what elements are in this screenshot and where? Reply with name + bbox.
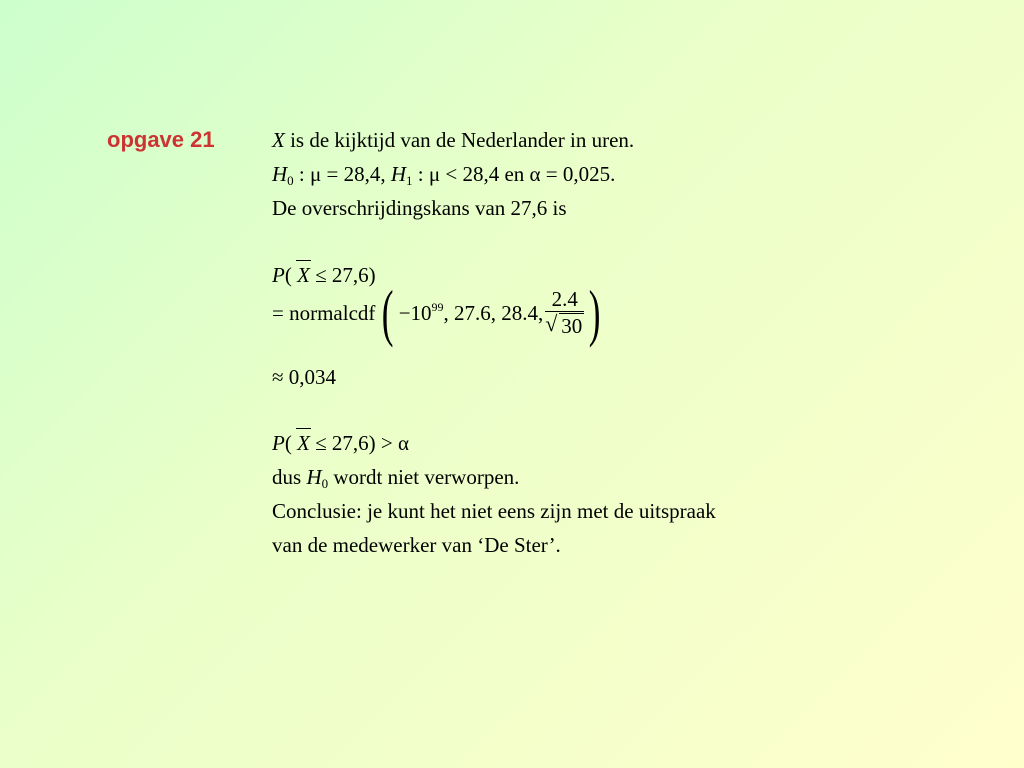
lower-bound: [399, 300, 444, 326]
sqrt-value: 30: [561, 313, 583, 338]
p-symbol: P: [272, 431, 285, 455]
exercise-title: opgave 21: [107, 127, 215, 152]
h-sub: 0: [287, 173, 294, 188]
left-paren: (: [382, 277, 394, 348]
h-sub: 0: [321, 476, 329, 491]
fraction-numerator: 2.4: [545, 287, 584, 312]
lower-base: −10: [398, 301, 432, 325]
line-conclusion-2: van de medewerker van ‘De Ster’.: [272, 533, 561, 557]
decision-a: dus: [272, 465, 307, 489]
line-approx: ≈ 0,034: [272, 365, 337, 389]
normalcdf-args: , 27.6, 28.4,: [443, 301, 544, 325]
decision-b: wordt niet verworpen.: [328, 465, 520, 489]
lower-exp: 99: [431, 300, 444, 314]
line-text: is de kijktijd van de Nederlander in uren.: [284, 128, 635, 152]
line-normalcdf: [272, 278, 606, 348]
line-comparison: [272, 430, 409, 456]
line-conclusion: Conclusie: je kunt het niet eens zijn met de uitspraak: [272, 499, 716, 523]
p-symbol: P: [272, 263, 285, 287]
stdev-fraction: [545, 287, 584, 340]
probability-text: ≤ 27,6): [309, 263, 376, 287]
paren: (: [284, 431, 292, 455]
x-bar: X: [297, 431, 310, 455]
x-bar: X: [297, 263, 310, 287]
hypothesis-h0: : μ = 28,4,: [293, 162, 391, 186]
line-variable-definition: [272, 127, 634, 153]
hypothesis-h1: : μ < 28,4 en α = 0,025.: [412, 162, 616, 186]
normalcdf-label: = normalcdf: [272, 301, 376, 325]
h-symbol: H: [306, 465, 322, 489]
line-decision: [272, 464, 519, 490]
var-x: X: [272, 128, 285, 152]
right-paren: ): [589, 277, 601, 348]
comparison-text: ≤ 27,6) > α: [309, 431, 410, 455]
h-symbol: H: [272, 162, 288, 186]
line-hypotheses: [272, 161, 615, 187]
paren: (: [284, 263, 292, 287]
h-symbol: H: [390, 162, 407, 186]
fraction-denominator: [545, 312, 584, 340]
h-sub: 1: [406, 173, 413, 188]
line-exceedance: De overschrijdingskans van 27,6 is: [272, 196, 567, 220]
